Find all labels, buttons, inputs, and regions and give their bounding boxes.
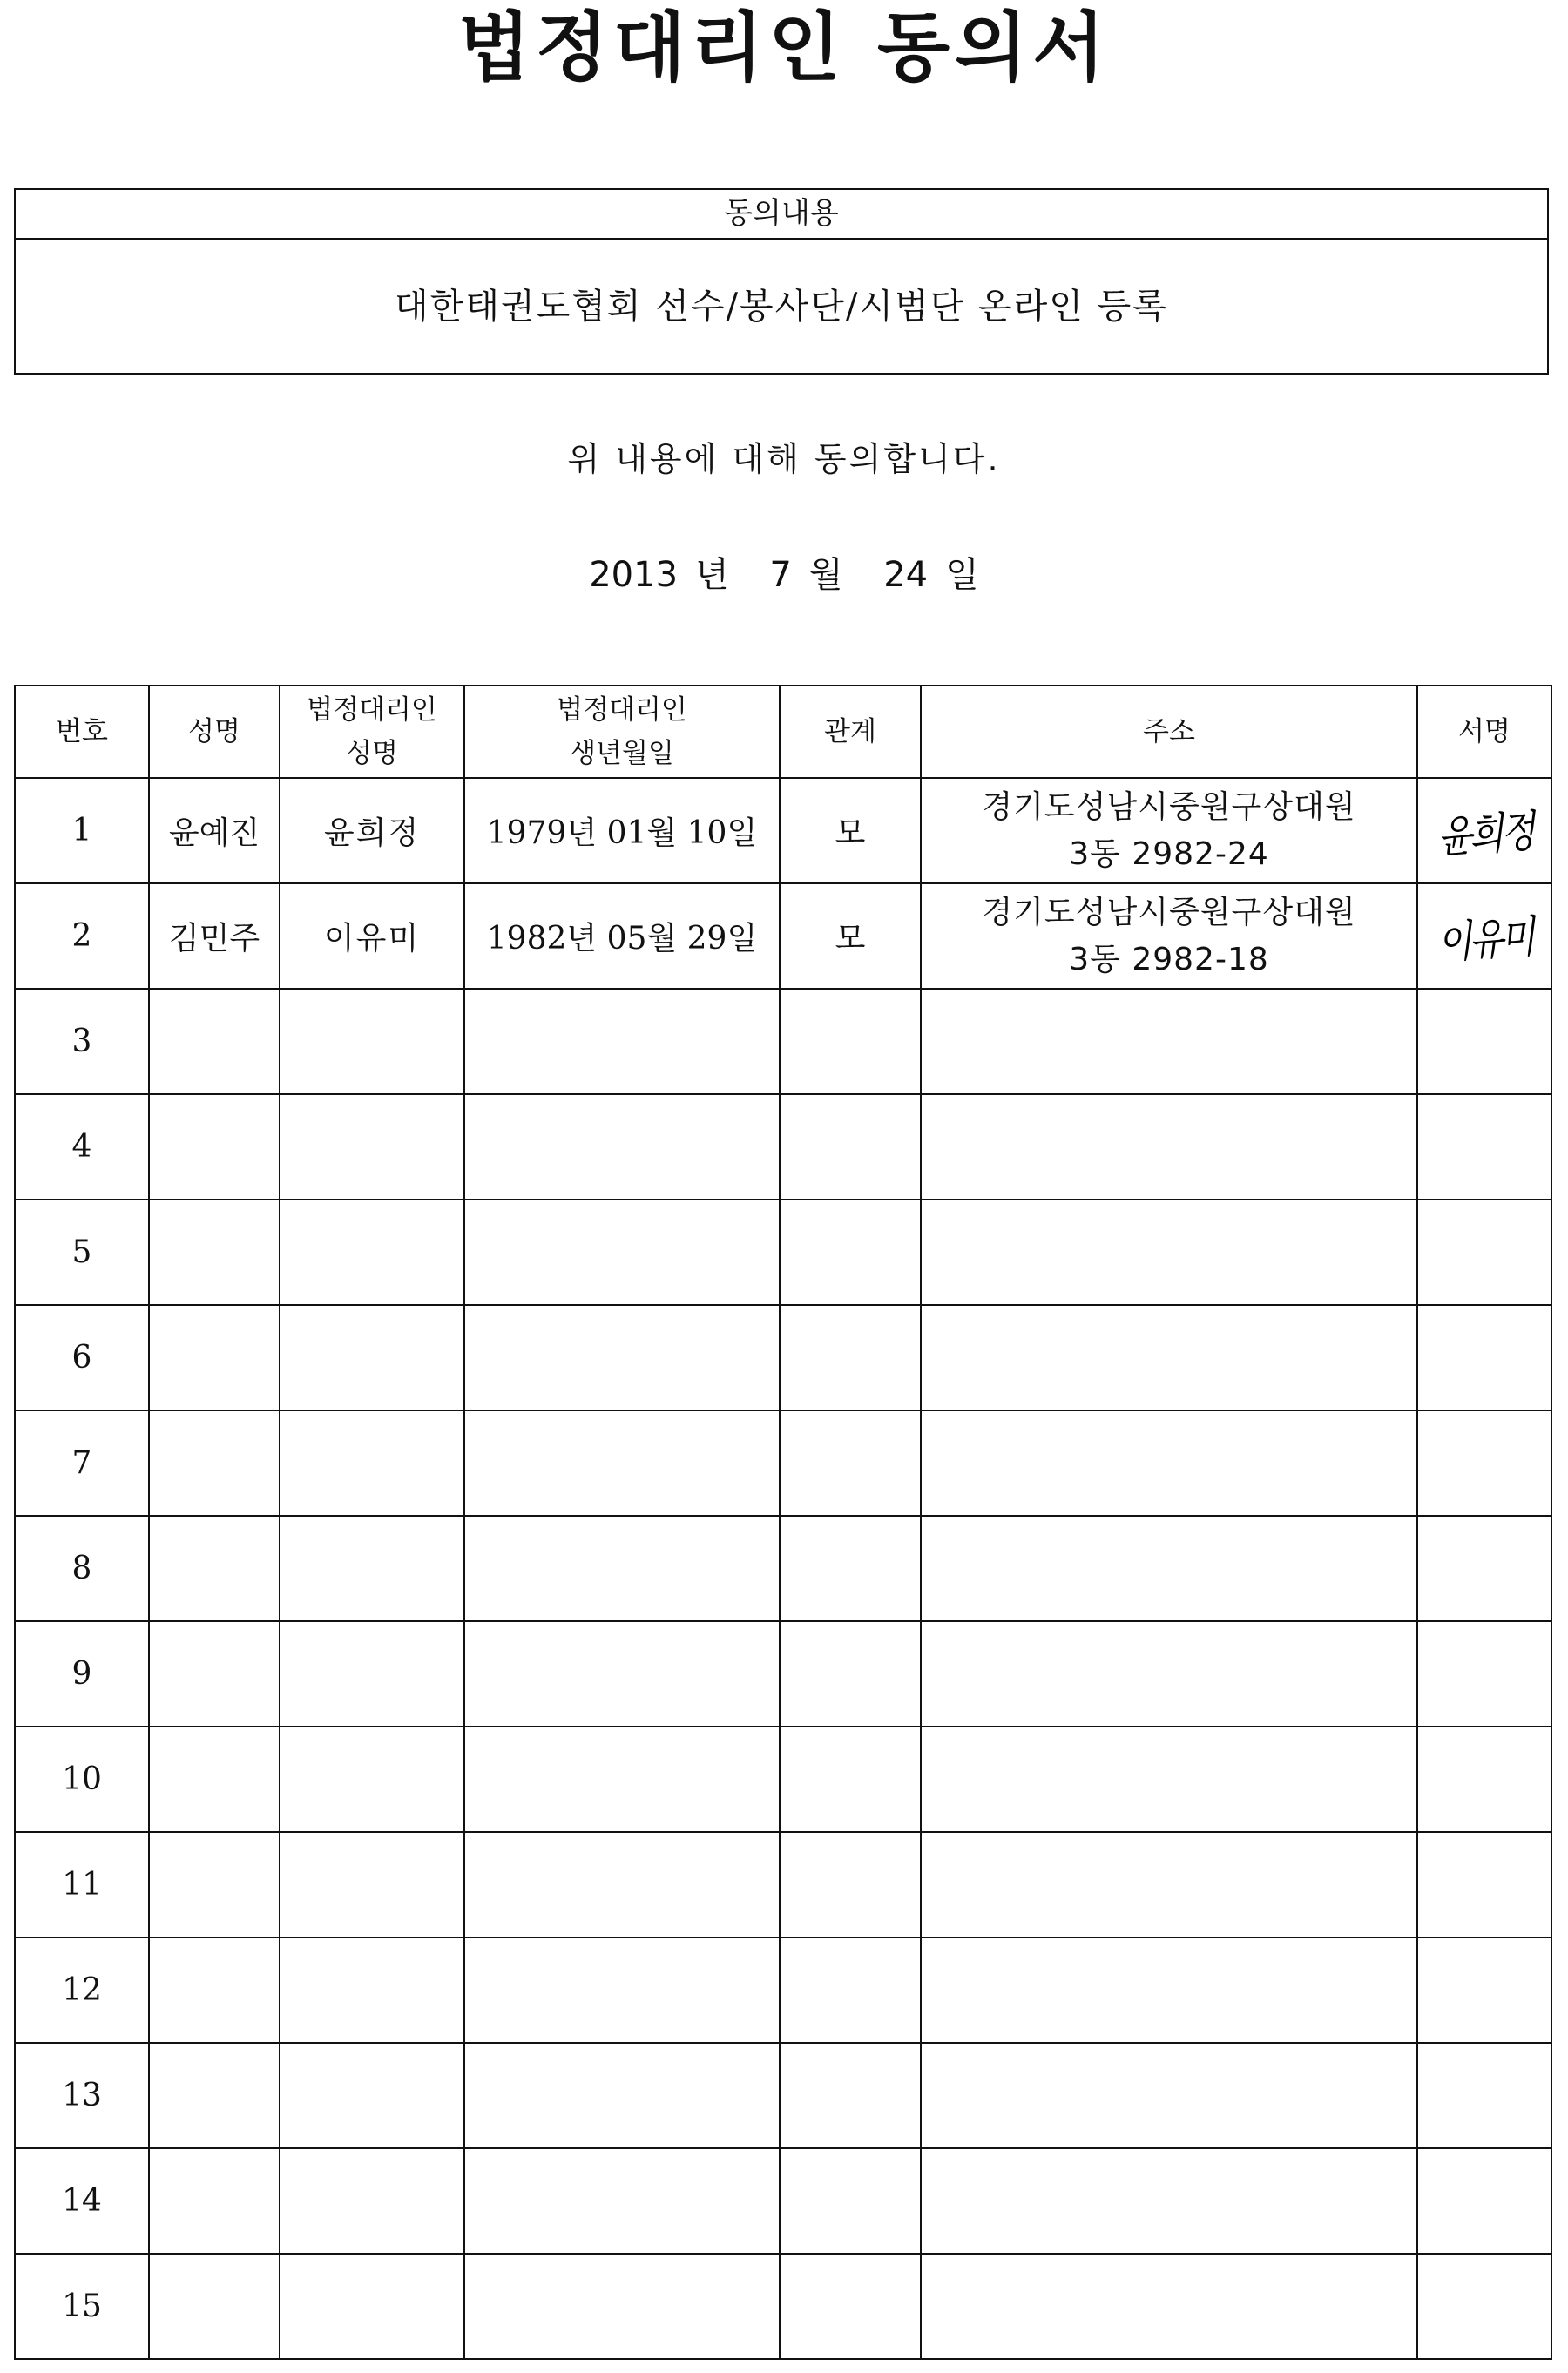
header-name: 성명 [149, 686, 280, 778]
row-name [149, 1621, 280, 1727]
row-name [149, 2254, 280, 2359]
row-relation [780, 1727, 921, 1832]
row-guardian-name [280, 1305, 464, 1410]
row-signature [1417, 1832, 1551, 1937]
table-row [15, 778, 1551, 883]
row-guardian-birth [464, 2148, 780, 2254]
handwritten-signature: 이유미 [1435, 910, 1534, 969]
table-row [15, 2254, 1551, 2359]
row-address [921, 2254, 1417, 2359]
row-guardian-birth [464, 1727, 780, 1832]
row-name [149, 1727, 280, 1832]
row-signature [1417, 1305, 1551, 1410]
row-relation [780, 1937, 921, 2043]
row-guardian-name [280, 1094, 464, 1200]
row-name: 김민주 [149, 883, 280, 989]
row-name [149, 1832, 280, 1937]
header-guardian-birth-line2: 생년월일 [570, 738, 674, 769]
row-relation [780, 1410, 921, 1516]
row-number: 13 [15, 2043, 149, 2148]
table-row [15, 989, 1551, 1094]
date-day: 24 [883, 555, 929, 595]
row-guardian-birth [464, 2254, 780, 2359]
row-signature [1417, 778, 1551, 883]
table-row [15, 883, 1551, 989]
row-signature [1417, 1516, 1551, 1621]
row-name [149, 989, 280, 1094]
row-guardian-name [280, 989, 464, 1094]
row-guardian-birth [464, 1305, 780, 1410]
row-name [149, 1094, 280, 1200]
table-row [15, 1832, 1551, 1937]
row-name [149, 1200, 280, 1305]
row-guardian-birth [464, 1516, 780, 1621]
row-number: 4 [15, 1094, 149, 1200]
row-number: 15 [15, 2254, 149, 2359]
table-row [15, 1305, 1551, 1410]
row-guardian-name [280, 2148, 464, 2254]
row-guardian-name: 이유미 [280, 883, 464, 989]
row-number: 2 [15, 883, 149, 989]
row-number: 8 [15, 1516, 149, 1621]
header-number: 번호 [15, 686, 149, 778]
row-name [149, 1516, 280, 1621]
row-relation [780, 2148, 921, 2254]
header-guardian-name [280, 686, 464, 778]
row-address-line1: 경기도성남시중원구상대원 [982, 894, 1356, 930]
header-guardian-name-line2: 성명 [346, 738, 398, 769]
table-header-row [15, 686, 1551, 778]
row-relation: 모 [780, 778, 921, 883]
header-relation: 관계 [780, 686, 921, 778]
header-signature: 서명 [1417, 686, 1551, 778]
row-address-line2: 3동 2982-24 [1069, 835, 1269, 872]
row-address-line1: 경기도성남시중원구상대원 [982, 788, 1356, 825]
row-signature [1417, 989, 1551, 1094]
row-number: 6 [15, 1305, 149, 1410]
row-name [149, 2148, 280, 2254]
row-address [921, 1832, 1417, 1937]
row-name [149, 2043, 280, 2148]
header-guardian-birth [464, 686, 780, 778]
row-number: 7 [15, 1410, 149, 1516]
table-row [15, 1727, 1551, 1832]
row-guardian-birth [464, 1832, 780, 1937]
table-row [15, 1516, 1551, 1621]
row-address [921, 778, 1417, 883]
row-address [921, 883, 1417, 989]
table-row [15, 1937, 1551, 2043]
row-name: 윤예진 [149, 778, 280, 883]
row-number: 12 [15, 1937, 149, 2043]
row-guardian-birth [464, 1410, 780, 1516]
row-guardian-name [280, 1200, 464, 1305]
row-relation: 모 [780, 883, 921, 989]
row-guardian-name [280, 1410, 464, 1516]
row-signature [1417, 2148, 1551, 2254]
row-relation [780, 989, 921, 1094]
row-name [149, 1937, 280, 2043]
row-guardian-name [280, 2043, 464, 2148]
date-month: 7 [769, 555, 792, 595]
table-row [15, 1200, 1551, 1305]
row-relation [780, 1094, 921, 1200]
row-signature [1417, 2254, 1551, 2359]
row-relation [780, 1200, 921, 1305]
row-number: 5 [15, 1200, 149, 1305]
row-guardian-birth [464, 989, 780, 1094]
agreement-text: 위 내용에 대해 동의합니다. [567, 440, 1001, 478]
date-year-unit: 년 [695, 555, 729, 595]
row-guardian-birth: 1982년 05월 29일 [464, 883, 780, 989]
row-address [921, 1094, 1417, 1200]
row-address [921, 1410, 1417, 1516]
row-name [149, 1305, 280, 1410]
row-signature [1417, 1621, 1551, 1727]
row-address [921, 2148, 1417, 2254]
date-day-unit: 일 [945, 555, 979, 595]
consent-box [14, 188, 1549, 375]
row-guardian-birth [464, 1621, 780, 1727]
table-row [15, 2043, 1551, 2148]
row-signature [1417, 1727, 1551, 1832]
row-number: 14 [15, 2148, 149, 2254]
table-row [15, 1410, 1551, 1516]
table-row [15, 1621, 1551, 1727]
row-relation [780, 2043, 921, 2148]
row-guardian-name [280, 1832, 464, 1937]
date-line [0, 547, 1568, 597]
row-signature [1417, 1200, 1551, 1305]
row-address-line2: 3동 2982-18 [1069, 941, 1269, 977]
row-guardian-name [280, 1727, 464, 1832]
date-year: 2013 [589, 555, 679, 595]
row-guardian-birth [464, 1937, 780, 2043]
row-signature [1417, 2043, 1551, 2148]
row-number: 10 [15, 1727, 149, 1832]
row-number: 11 [15, 1832, 149, 1937]
row-guardian-name [280, 1937, 464, 2043]
row-signature [1417, 1094, 1551, 1200]
row-address [921, 1200, 1417, 1305]
row-guardian-birth [464, 2043, 780, 2148]
row-guardian-name [280, 2254, 464, 2359]
header-address: 주소 [921, 686, 1417, 778]
table-row [15, 2148, 1551, 2254]
header-guardian-birth-line1: 법정대리인 [557, 694, 687, 726]
row-number: 3 [15, 989, 149, 1094]
row-guardian-birth [464, 1200, 780, 1305]
header-guardian-name-line1: 법정대리인 [307, 694, 437, 726]
row-guardian-birth: 1979년 01월 10일 [464, 778, 780, 883]
row-relation [780, 1832, 921, 1937]
row-address [921, 2043, 1417, 2148]
row-name [149, 1410, 280, 1516]
handwritten-signature: 윤희정 [1435, 805, 1534, 863]
consent-header: 동의내용 [16, 190, 1547, 240]
roster-table [14, 685, 1552, 2360]
row-relation [780, 1305, 921, 1410]
consent-content: 대한태권도협회 선수/봉사단/시범단 온라인 등록 [395, 287, 1168, 327]
row-guardian-birth [464, 1094, 780, 1200]
row-guardian-name [280, 1621, 464, 1727]
date-month-unit: 월 [808, 555, 843, 595]
row-relation [780, 2254, 921, 2359]
row-address [921, 1727, 1417, 1832]
row-number: 9 [15, 1621, 149, 1727]
row-relation [780, 1516, 921, 1621]
row-number: 1 [15, 778, 149, 883]
row-address [921, 1305, 1417, 1410]
row-guardian-name [280, 1516, 464, 1621]
row-address [921, 1516, 1417, 1621]
page-title: 법정대리인 동의서 [457, 4, 1111, 91]
row-signature [1417, 1410, 1551, 1516]
row-relation [780, 1621, 921, 1727]
row-signature [1417, 1937, 1551, 2043]
row-guardian-name: 윤희정 [280, 778, 464, 883]
row-signature [1417, 883, 1551, 989]
row-address [921, 1937, 1417, 2043]
table-row [15, 1094, 1551, 1200]
row-address [921, 1621, 1417, 1727]
row-address [921, 989, 1417, 1094]
